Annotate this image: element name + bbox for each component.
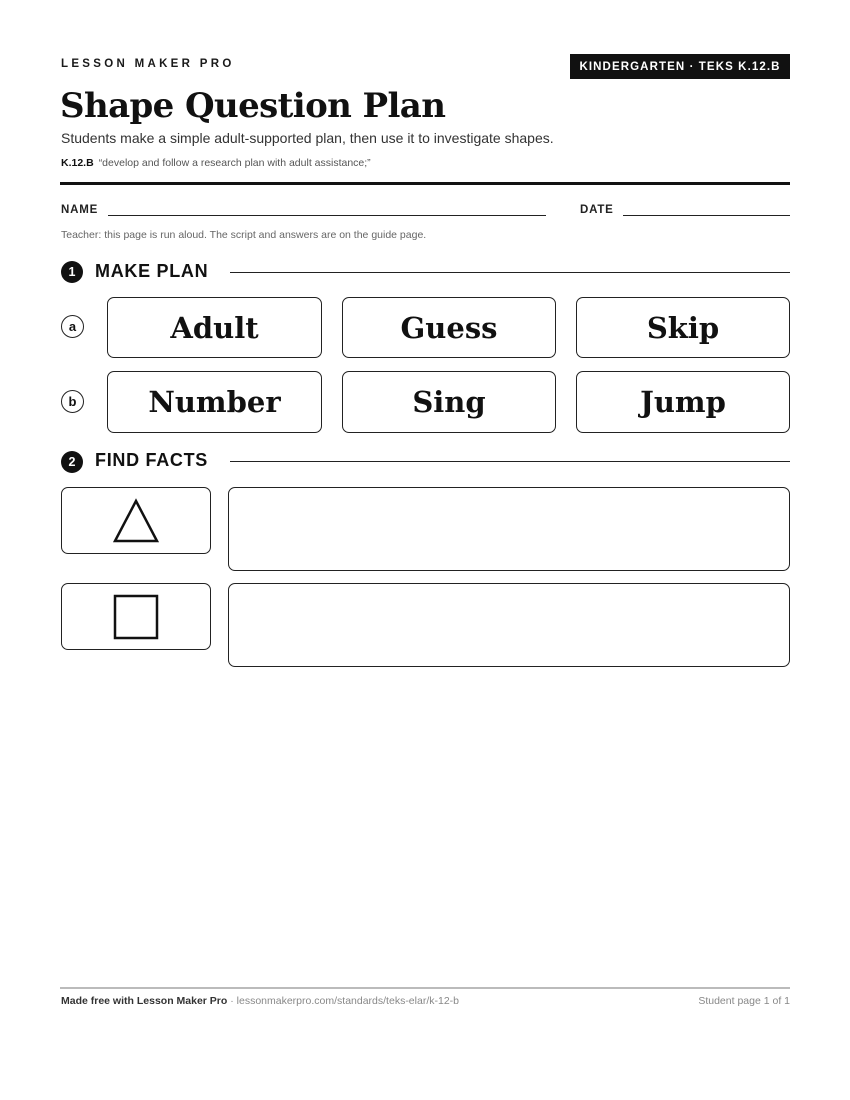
triangle-icon — [112, 498, 160, 544]
section-2-title: FIND FACTS — [95, 450, 208, 470]
footer-divider — [60, 987, 790, 989]
section-1-title: MAKE PLAN — [95, 261, 209, 281]
footer-made-by: Made free with Lesson Maker Pro — [61, 995, 228, 1007]
teacher-note: Teacher: this page is run aloud. The script and answers are on the guide page. — [61, 229, 427, 241]
word-card-number[interactable]: Number — [107, 371, 322, 433]
date-field[interactable] — [623, 215, 790, 216]
section-1-number: 1 — [61, 261, 83, 283]
square-answer-box[interactable] — [228, 583, 790, 667]
date-label: DATE — [580, 204, 614, 216]
footer-page-number: Student page 1 of 1 — [698, 995, 790, 1007]
grade-standard-badge: KINDERGARTEN · TEKS K.12.B — [570, 54, 790, 79]
name-field[interactable] — [108, 215, 546, 216]
section-1-rule — [230, 272, 790, 273]
word-card-guess[interactable]: Guess — [342, 297, 556, 358]
square-icon — [113, 594, 159, 640]
standard-line — [61, 157, 371, 169]
footer-credit — [61, 995, 459, 1007]
word-card-jump[interactable]: Jump — [576, 371, 790, 433]
word-card-sing[interactable]: Sing — [342, 371, 556, 433]
header-divider — [60, 182, 790, 185]
triangle-answer-box[interactable] — [228, 487, 790, 571]
section-2-number: 2 — [61, 451, 83, 473]
footer-separator: · — [227, 995, 237, 1007]
page-title: Shape Question Plan — [60, 86, 446, 126]
row-a-letter: a — [61, 315, 84, 338]
section-2-rule — [230, 461, 790, 462]
page-subtitle: Students make a simple adult-supported plan, then use it to investigate shapes. — [61, 130, 554, 146]
triangle-card — [61, 487, 211, 554]
square-card — [61, 583, 211, 650]
footer-url[interactable]: lessonmakerpro.com/standards/teks-elar/k-12-b — [236, 995, 459, 1007]
row-b-letter: b — [61, 390, 84, 413]
word-card-skip[interactable]: Skip — [576, 297, 790, 358]
word-card-adult[interactable]: Adult — [107, 297, 322, 358]
standard-code: K.12.B — [61, 157, 94, 169]
brand-name: LESSON MAKER PRO — [61, 58, 235, 70]
name-label: NAME — [61, 204, 99, 216]
standard-text: “develop and follow a research plan with adult assistance;” — [98, 157, 371, 169]
